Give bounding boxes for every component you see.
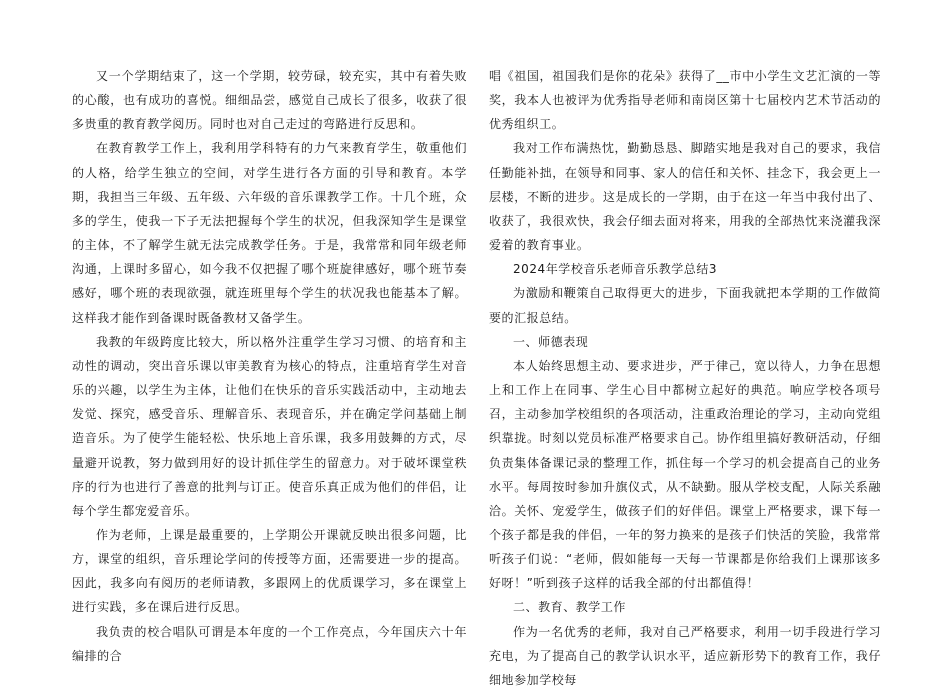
paragraph-teaching: 作为一名优秀的老师，我对自己严格要求，利用一切手段进行学习充电，为了提高自己的教学认识水平，适应新形势下的教育工作，我仔细地参加学校每 bbox=[489, 624, 881, 687]
left-column bbox=[72, 64, 467, 668]
paragraph-intro: 为激励和鞭策自己取得更大的进步，下面我就把本学期的工作做简要的汇报总结。 bbox=[489, 286, 881, 325]
right-column bbox=[489, 64, 881, 692]
section-heading-ethics: 一、师德表现 bbox=[513, 334, 589, 349]
paragraph-semester-reflection: 又一个学期结束了，这一个学期，较劳碌，较充实，其中有着失败的心酸，也有成功的喜悦。细细品尝，感觉自己成长了很多，收获了很多贵重的教育教学阅历。同时也对自己走过的弯路进行反思和。 bbox=[72, 69, 467, 132]
paragraph-ethics: 本人始终思想主动、要求进步，严于律己，宽以待人，力争在思想上和工作上在同事、学生心目中都树立起好的典范。响应学校各项号召，主动参加学校组织的各项活动，注重政治理论的学习，主动向党组织靠拢。时刻以党员标准严格要求自己。协作组里搞好教研活动，仔细负责集体备课记录的整理工作，抓住每一个学习的机会提高自己的业务水平。每周按时参加升旗仪式，从不缺勤。服从学校支配，人际关系融洽。关怀、宠爱学生，做孩子们的好伴侣。课堂上严格要求，课下每一个孩子都是我的伴侣，一年的努力换来的是孩子们快活的笑脸，我常常听孩子们说：“老师，假如能每一天每一节课都是你给我们上课那该多好呀！”听到孩子这样的话我全部的付出都值得！ bbox=[489, 358, 881, 591]
paragraph-class-improvement: 作为老师，上课是最重要的，上学期公开课就反映出很多问题，比方，课堂的组织，音乐理论学问的传授等方面，还需要进一步的提高。因此，我多向有阅历的老师请教，多跟网上的优质课学习，多在课堂上进行实践，多在课后进行反思。 bbox=[72, 527, 467, 615]
section-heading-teaching: 二、教育、教学工作 bbox=[513, 600, 626, 615]
paragraph-teaching-method: 我教的年级跨度比较大，所以格外注重学生学习习惯、的培育和主动性的调动，突出音乐课以审美教育为核心的特点，注重培育学生对音乐的兴趣，以学生为主体，让他们在快乐的音乐实践活动中，主动地去发觉、探究，感受音乐、理解音乐、表现音乐，并在确定学问基础上制造音乐。为了使学生能轻松、快乐地上音乐课，我多用鼓舞的方式，尽量避开说教，努力做到用好的设计抓住学生的留意力。对于破坏课堂秩序的行为也进行了善意的批判与订正。使音乐真正成为他们的伴侣，让每个学生都宠爱音乐。 bbox=[72, 334, 467, 518]
paragraph-choir-continued: 唱《祖国，祖国我们是你的花朵》获得了__市中小学生文艺汇演的一等奖，我本人也被评为优秀指导老师和南岗区第十七届校内艺术节活动的优秀组织工。 bbox=[489, 69, 881, 132]
paragraph-choir: 我负责的校合唱队可谓是本年度的一个工作亮点，今年国庆六十年编排的合 bbox=[72, 624, 467, 663]
paragraph-teaching-work: 在教育教学工作上，我利用学科特有的力气来教育学生，敬重他们的人格，给学生独立的空间，对学生进行各方面的引导和教育。本学期，我担当三年级、五年级、六年级的音乐课教学工作。十几个班，众多的学生，使我一下子无法把握每个学生的状况，但我深知学生是课堂的主体，不了解学生就无法完成教学任务。于是，我常常和同年级老师沟通，上课时多留心，如今我不仅把握了哪个班旋律感好，哪个班节奏感好，哪个班的表现欲强，就连班里每个学生的状况我也能基本了解。这样我才能作到备课时既备教材又备学生。 bbox=[72, 141, 467, 325]
section-title-summary-3: 2024年学校音乐老师音乐教学总结3 bbox=[513, 262, 718, 277]
paragraph-work-attitude: 我对工作布满热忱，勤勤恳恳、脚踏实地是我对自己的要求，我信任勤能补拙，在领导和同事、家人的信任和关怀、挂念下，我会更上一层楼，不断的进步。这是成长的一学期，由于在这一年当中我付出了、收获了，我很欢快，我会仔细去面对将来，用我的全部热忱来浇灌我深爱着的教育事业。 bbox=[489, 141, 881, 253]
